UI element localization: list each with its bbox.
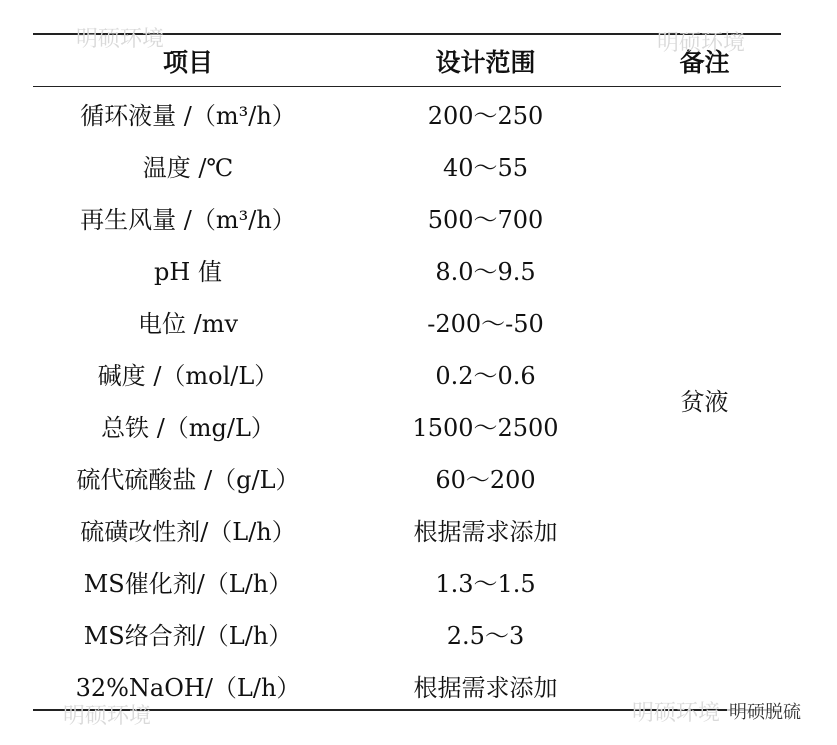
cell-item: MS催化剂/（L/h） xyxy=(83,569,293,598)
cell-item: 电位 /mv xyxy=(137,309,239,338)
cell-range: -200～-50 xyxy=(427,309,544,338)
cell-item: pH 值 xyxy=(154,257,222,286)
watermark: 明硕环境 xyxy=(632,701,721,726)
watermark: 明硕环境 xyxy=(63,704,152,729)
cell-range: 1.3～1.5 xyxy=(435,569,536,598)
cell-item: 循环液量 /（m³/h） xyxy=(80,101,296,130)
cell-remark: 贫液 xyxy=(680,387,729,416)
cell-range: 1500～2500 xyxy=(412,413,559,442)
cell-item: 硫代硫酸盐 /（g/L） xyxy=(76,465,300,494)
cell-range: 40～55 xyxy=(442,153,529,182)
cell-range: 2.5～3 xyxy=(446,621,525,650)
cell-range: 500～700 xyxy=(427,205,544,234)
table-row xyxy=(33,86,781,139)
table-header-row xyxy=(33,35,781,86)
header-remark: 备注 xyxy=(679,47,730,77)
cell-range: 200～250 xyxy=(427,101,544,130)
cell-range: 8.0～9.5 xyxy=(435,257,536,286)
cell-range: 0.2～0.6 xyxy=(435,361,536,390)
cell-range: 60～200 xyxy=(435,465,536,494)
cell-item: 硫磺改性剂/（L/h） xyxy=(80,517,296,546)
design-parameter-table xyxy=(33,35,781,711)
watermark: 明硕环境 xyxy=(76,27,165,52)
watermark: 明硕环境 xyxy=(657,31,746,56)
cell-item: 再生风量 /（m³/h） xyxy=(80,205,296,234)
header-design-range: 设计范围 xyxy=(435,47,536,77)
header-item: 项目 xyxy=(162,47,213,77)
cell-item: MS络合剂/（L/h） xyxy=(83,621,293,650)
cell-range: 根据需求添加 xyxy=(413,673,558,702)
cell-item: 碱度 /（mol/L） xyxy=(97,361,279,390)
cell-range: 根据需求添加 xyxy=(413,517,558,546)
cell-item: 32%NaOH/（L/h） xyxy=(75,673,301,702)
cell-item: 温度 /℃ xyxy=(142,153,234,182)
source-tag: 明硕脱硫 xyxy=(727,698,803,724)
cell-item: 总铁 /（mg/L） xyxy=(101,413,275,442)
